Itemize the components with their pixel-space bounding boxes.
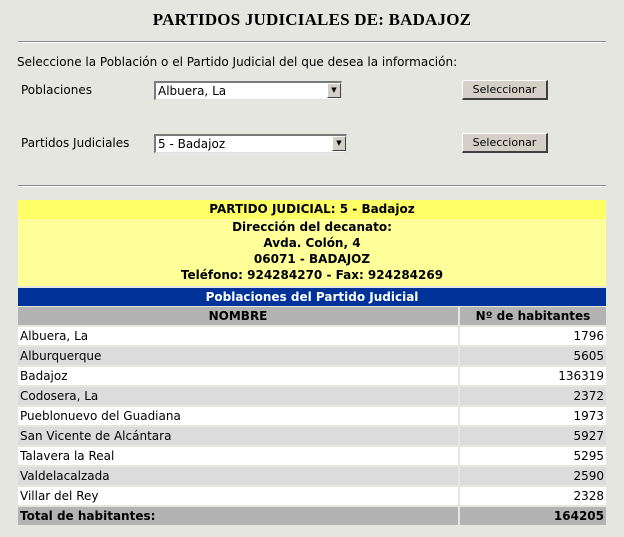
row-habitantes: 2590 bbox=[459, 466, 606, 486]
table-row bbox=[18, 346, 606, 366]
table-row bbox=[18, 426, 606, 446]
row-habitantes: 5295 bbox=[459, 446, 606, 466]
table-row bbox=[18, 486, 606, 506]
total-value: 164205 bbox=[459, 506, 606, 526]
poblaciones-select[interactable] bbox=[154, 81, 342, 100]
table-row bbox=[18, 366, 606, 386]
partidos-select[interactable] bbox=[154, 134, 347, 153]
row-nombre: Badajoz bbox=[18, 366, 459, 386]
address-street: Avda. Colón, 4 bbox=[263, 236, 361, 250]
total-label: Total de habitantes: bbox=[18, 506, 459, 526]
table-title: Poblaciones del Partido Judicial bbox=[18, 288, 606, 306]
partidos-label: Partidos Judiciales bbox=[21, 136, 130, 150]
row-nombre: San Vicente de Alcántara bbox=[18, 426, 459, 446]
column-header-nombre: NOMBRE bbox=[18, 307, 459, 326]
seleccionar-partido-button[interactable]: Seleccionar bbox=[462, 133, 548, 153]
row-nombre: Codosera, La bbox=[18, 386, 459, 406]
table-row bbox=[18, 406, 606, 426]
row-habitantes: 2328 bbox=[459, 486, 606, 506]
chevron-down-icon[interactable]: ▼ bbox=[332, 136, 346, 151]
row-nombre: Villar del Rey bbox=[18, 486, 459, 506]
table-row bbox=[18, 466, 606, 486]
row-nombre: Valdelacalzada bbox=[18, 466, 459, 486]
poblaciones-label: Poblaciones bbox=[21, 83, 92, 97]
row-habitantes: 1973 bbox=[459, 406, 606, 426]
row-nombre: Pueblonuevo del Guadiana bbox=[18, 406, 459, 426]
chevron-down-icon[interactable]: ▼ bbox=[327, 83, 341, 98]
page-title: PARTIDOS JUDICIALES DE: BADAJOZ bbox=[152, 10, 472, 29]
decanato-info bbox=[18, 219, 606, 286]
address-title: Dirección del decanato: bbox=[232, 220, 392, 234]
column-header-habitantes: Nº de habitantes bbox=[459, 307, 606, 326]
row-habitantes: 1796 bbox=[459, 326, 606, 346]
row-nombre: Talavera la Real bbox=[18, 446, 459, 466]
table-row bbox=[18, 326, 606, 346]
divider bbox=[18, 185, 606, 187]
partidos-selected-value: 5 - Badajoz bbox=[158, 137, 226, 151]
row-habitantes: 2372 bbox=[459, 386, 606, 406]
total-row bbox=[18, 506, 606, 526]
table-row bbox=[18, 446, 606, 466]
row-habitantes: 5605 bbox=[459, 346, 606, 366]
poblaciones-table bbox=[18, 307, 606, 527]
row-nombre: Alburquerque bbox=[18, 346, 459, 366]
address-city: 06071 - BADAJOZ bbox=[253, 252, 371, 266]
partido-heading: PARTIDO JUDICIAL: 5 - Badajoz bbox=[18, 200, 606, 219]
seleccionar-poblacion-button[interactable]: Seleccionar bbox=[462, 80, 548, 100]
row-habitantes: 5927 bbox=[459, 426, 606, 446]
phone-fax: Teléfono: 924284270 - Fax: 924284269 bbox=[180, 268, 444, 282]
poblaciones-selected-value: Albuera, La bbox=[158, 84, 227, 98]
table-row bbox=[18, 386, 606, 406]
divider bbox=[18, 41, 606, 43]
row-habitantes: 136319 bbox=[459, 366, 606, 386]
instruction-text: Seleccione la Población o el Partido Judicial del que desea la información: bbox=[17, 55, 458, 69]
row-nombre: Albuera, La bbox=[18, 326, 459, 346]
